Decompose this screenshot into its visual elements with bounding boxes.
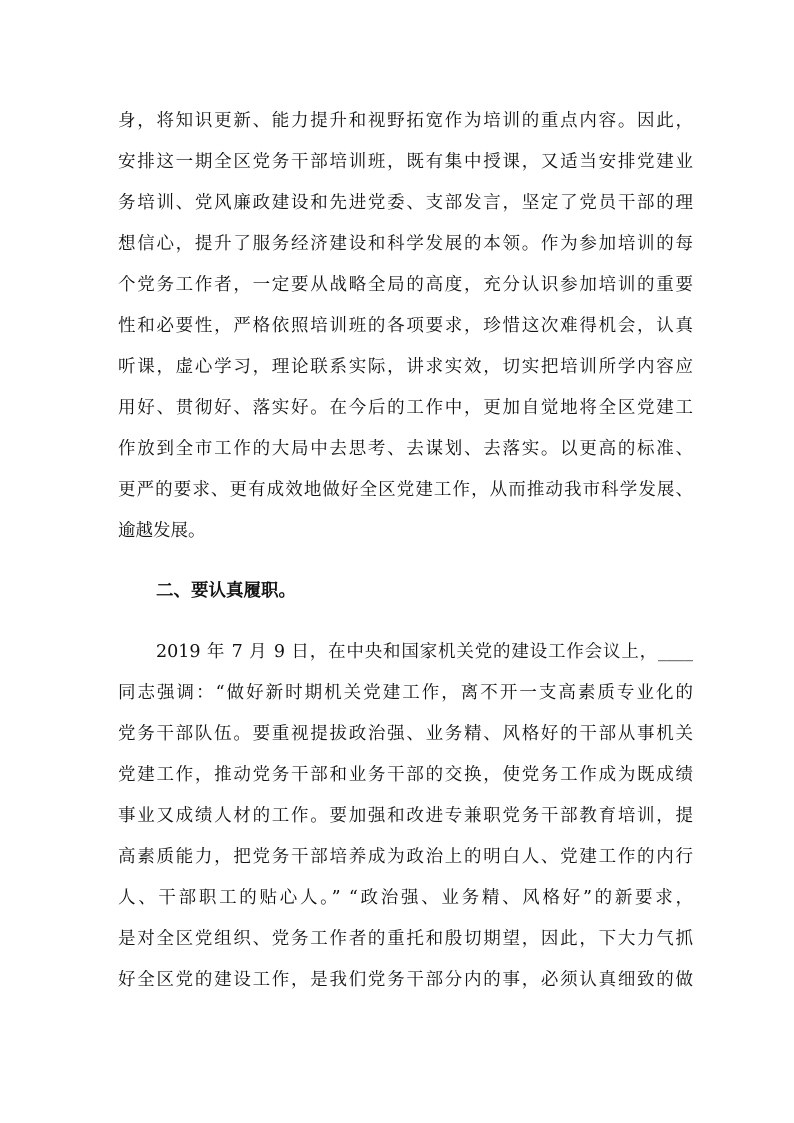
- paragraph-line: 党建工作，推动党务干部和业务干部的交换，使党务工作成为既成绩: [118, 765, 693, 785]
- paragraph-line: 事业又成绩人材的工作。要加强和改进专兼职党务干部教育培训，提: [118, 806, 693, 826]
- paragraph-line: 党务干部队伍。要重视提拔政治强、业务精、风格好的干部从事机关: [118, 724, 693, 744]
- paragraph-line: 性和必要性，严格依照培训班的各项要求，珍惜这次难得机会，认真: [118, 316, 693, 336]
- paragraph-line: 听课，虚心学习，理论联系实际，讲求实效，切实把培训所学内容应: [118, 357, 693, 377]
- paragraph-line: 是对全区党组织、党务工作者的重托和殷切期望，因此，下大力气抓: [118, 929, 693, 949]
- paragraph-line: 身，将知识更新、能力提升和视野拓宽作为培训的重点内容。因此，: [118, 111, 693, 131]
- paragraph-line: 同志强调：“做好新时期机关党建工作，离不开一支高素质专业化的: [118, 683, 693, 703]
- paragraph-line: 人、干部职工的贴心人。” “政治强、业务精、风格好”的新要求，: [118, 888, 693, 908]
- paragraph-line: 高素质能力，把党务干部培养成为政治上的明白人、党建工作的内行: [118, 847, 693, 867]
- paragraph-line: 更严的要求、更有成效地做好全区党建工作，从而推动我市科学发展、: [118, 480, 693, 500]
- paragraph-line: 想信心，提升了服务经济建设和科学发展的本领。作为参加培训的每: [118, 234, 693, 254]
- paragraph-line: 好全区党的建设工作，是我们党务干部分内的事，必须认真细致的做: [118, 970, 693, 990]
- paragraph-line: 作放到全市工作的大局中去思考、去谋划、去落实。以更高的标准、: [118, 439, 693, 459]
- paragraph-line: 务培训、党风廉政建设和先进党委、支部发言，坚定了党员干部的理: [118, 193, 693, 213]
- paragraph-line: 用好、贯彻好、落实好。在今后的工作中，更加自觉地将全区党建工: [118, 398, 693, 418]
- paragraph-line: 2019 年 7 月 9 日，在中央和国家机关党的建设工作会议上，____: [156, 642, 693, 662]
- paragraph-line: 逾越发展。: [118, 521, 206, 541]
- section-heading: 二、要认真履职。: [156, 581, 296, 601]
- paragraph-line: 安排这一期全区党务干部培训班，既有集中授课，又适当安排党建业: [118, 152, 693, 172]
- paragraph-line: 个党务工作者，一定要从战略全局的高度，充分认识参加培训的重要: [118, 275, 693, 295]
